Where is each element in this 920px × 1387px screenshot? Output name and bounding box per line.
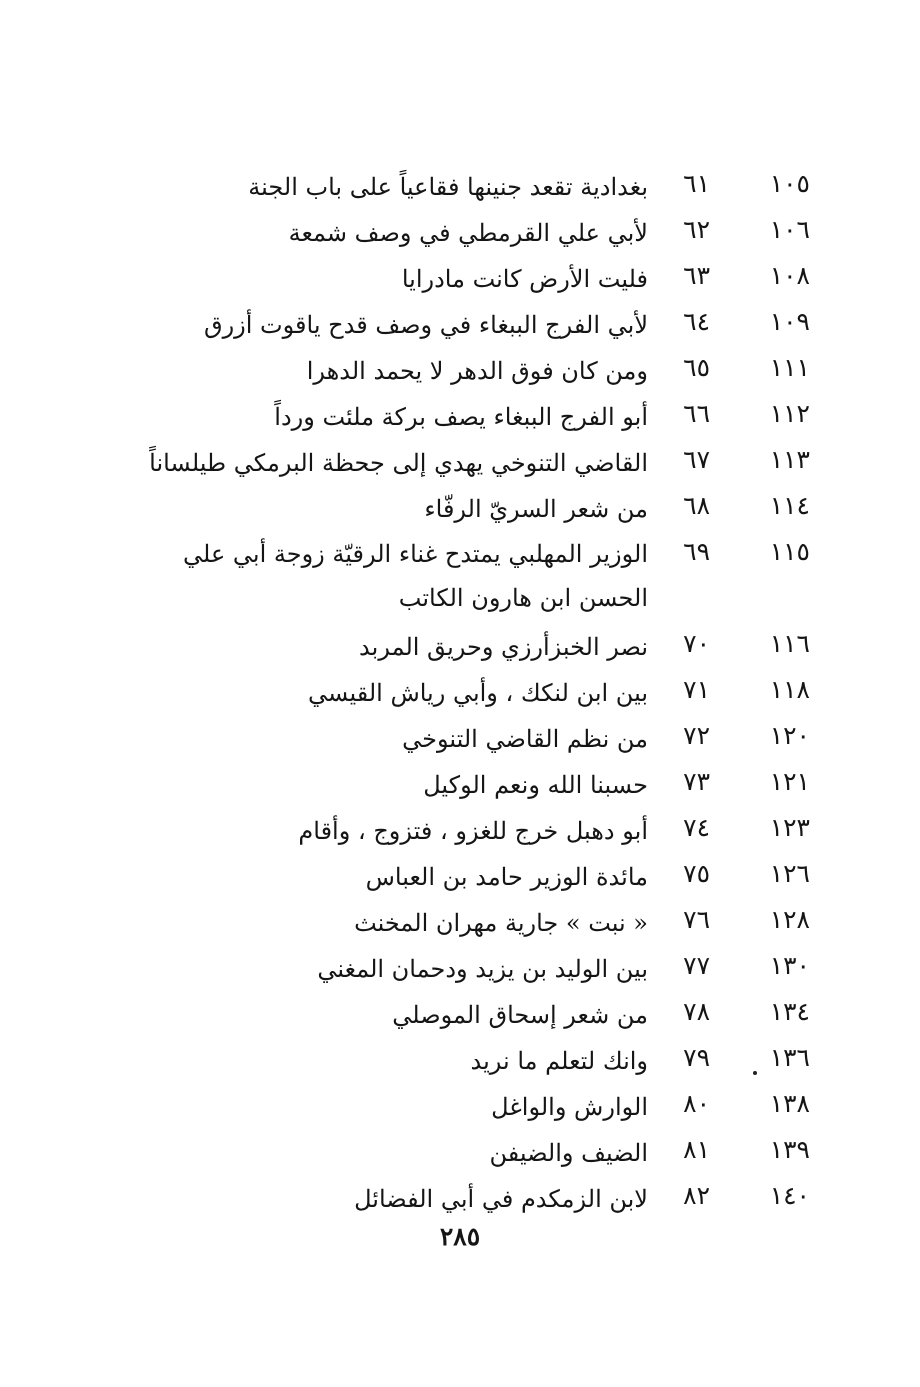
toc-entry-number: ٦١ xyxy=(683,169,710,198)
toc-entry-title: فليت الأرض كانت مادرايا xyxy=(401,265,648,293)
toc-row xyxy=(0,944,920,990)
toc-row xyxy=(0,162,920,208)
toc-row xyxy=(0,346,920,392)
toc-entry-number: ٦٦ xyxy=(683,399,710,428)
toc-row xyxy=(0,806,920,852)
toc-page-number: ١٠٦ xyxy=(769,215,810,244)
toc-page-number: ١٣٤ xyxy=(769,997,810,1026)
toc-entry-title: بين ابن لنكك ، وأبي رياش القيسي xyxy=(308,679,648,707)
toc-entry-title: بين الوليد بن يزيد ودحمان المغني xyxy=(317,955,648,983)
toc-page-number: ١٢٨ xyxy=(769,905,810,934)
toc-entry-number: ٧٦ xyxy=(683,905,710,934)
toc-page-number: ١١٦ xyxy=(769,629,810,658)
toc-entry-number: ٨١ xyxy=(683,1135,710,1164)
toc-row xyxy=(0,300,920,346)
toc-entry-number: ٦٥ xyxy=(683,353,710,382)
toc-entry-number: ٧٧ xyxy=(683,951,710,980)
toc-entry-title: نصر الخبزأرزي وحريق المربد xyxy=(359,633,648,661)
toc-page-number: ١١٢ xyxy=(769,399,810,428)
toc-entry-number: ٦٤ xyxy=(683,307,710,336)
toc-page-number: ١٢٦ xyxy=(769,859,810,888)
toc-entry-number: ٧١ xyxy=(683,675,710,704)
toc-row xyxy=(0,1128,920,1174)
toc-page-number: ١٠٩ xyxy=(769,307,810,336)
toc-entry-number: ٧٠ xyxy=(683,629,710,658)
page-number-footer: ٢٨٥ xyxy=(439,1222,481,1251)
toc-entry-title: من شعر السريّ الرفّاء xyxy=(424,495,648,523)
toc-page-number: ١١٥ xyxy=(769,537,810,566)
toc-entry-title: حسبنا الله ونعم الوكيل xyxy=(423,771,648,799)
toc-entry-title: الوارش والواغل xyxy=(491,1093,648,1121)
toc-page-number: ١٢٣ xyxy=(769,813,810,842)
toc-entry-number: ٦٢ xyxy=(683,215,710,244)
toc-page-number: ١٣٦ xyxy=(769,1043,810,1072)
toc-page-number: ١٣٨ xyxy=(769,1089,810,1118)
toc-entry-title: لأبي الفرج الببغاء في وصف قدح ياقوت أزرق xyxy=(203,311,648,339)
toc-entry-number: ٧٣ xyxy=(683,767,710,796)
toc-entry-number: ٧٥ xyxy=(683,859,710,888)
toc-row xyxy=(0,484,920,530)
toc-entry-title: الضيف والضيفن xyxy=(489,1139,648,1167)
toc-entry-number: ٦٣ xyxy=(683,261,710,290)
toc-entry-title: ومن كان فوق الدهر لا يحمد الدهرا xyxy=(306,357,648,385)
toc-entry-title: مائدة الوزير حامد بن العباس xyxy=(365,863,648,891)
toc-entry-title: أبو دهبل خرج للغزو ، فتزوج ، وأقام xyxy=(298,817,648,845)
toc-row xyxy=(0,254,920,300)
toc-entry-title: لأبي علي القرمطي في وصف شمعة xyxy=(288,219,648,247)
toc-row xyxy=(0,668,920,714)
toc-page-number: ١٤٠ xyxy=(769,1181,810,1210)
toc-row xyxy=(0,898,920,944)
toc-page-number: ١٣٩ xyxy=(769,1135,810,1164)
toc-page-number: ١١١ xyxy=(769,353,810,382)
toc-row xyxy=(0,1036,920,1082)
toc-row xyxy=(0,1174,920,1220)
toc-entry-number: ٧٤ xyxy=(683,813,710,842)
toc-entry-title: لابن الزمكدم في أبي الفضائل xyxy=(354,1185,648,1213)
toc-page-number: ١٢٠ xyxy=(769,721,810,750)
toc-entry-title: أبو الفرج الببغاء يصف بركة ملئت ورداً xyxy=(274,403,648,431)
toc-row xyxy=(0,760,920,806)
toc-entry-number: ٨٠ xyxy=(683,1089,710,1118)
toc-row xyxy=(0,1082,920,1128)
toc-row xyxy=(0,438,920,484)
print-speck xyxy=(753,1071,757,1075)
toc-entry-number: ٧٨ xyxy=(683,997,710,1026)
toc-entry-number: ٦٩ xyxy=(683,537,710,566)
toc-page-number: ١٢١ xyxy=(769,767,810,796)
table-of-contents xyxy=(0,162,920,1220)
toc-page-number: ١٠٥ xyxy=(769,169,810,198)
toc-page-number: ١٠٨ xyxy=(769,261,810,290)
toc-entry-number: ٧٩ xyxy=(683,1043,710,1072)
toc-entry-title: من نظم القاضي التنوخي xyxy=(402,725,648,753)
toc-row xyxy=(0,990,920,1036)
toc-row xyxy=(0,622,920,668)
toc-entry-number: ٦٨ xyxy=(683,491,710,520)
toc-row xyxy=(0,852,920,898)
toc-row xyxy=(0,714,920,760)
toc-page-number: ١١٤ xyxy=(769,491,810,520)
toc-entry-number: ٨٢ xyxy=(683,1181,710,1210)
toc-entry-title: بغدادية تقعد جنينها فقاعياً على باب الجنة xyxy=(248,173,648,201)
toc-entry-title: من شعر إسحاق الموصلي xyxy=(392,1001,648,1029)
toc-entry-number: ٧٢ xyxy=(683,721,710,750)
toc-row xyxy=(0,208,920,254)
toc-page-number: ١٣٠ xyxy=(769,951,810,980)
toc-entry-title: الوزير المهلبي يمتدح غناء الرقيّة زوجة أبي علي الحسن ابن هارون الكاتب xyxy=(183,540,648,612)
toc-entry-title: « نبت » جارية مهران المخنث xyxy=(354,909,648,937)
toc-entry-number: ٦٧ xyxy=(683,445,710,474)
toc-page-number: ١١٣ xyxy=(769,445,810,474)
toc-entry-title: القاضي التنوخي يهدي إلى جحظة البرمكي طيلساناً xyxy=(149,449,648,477)
toc-row xyxy=(0,392,920,438)
toc-page-number: ١١٨ xyxy=(769,675,810,704)
toc-row xyxy=(0,530,920,622)
toc-entry-title: وانك لتعلم ما نريد xyxy=(470,1047,648,1075)
